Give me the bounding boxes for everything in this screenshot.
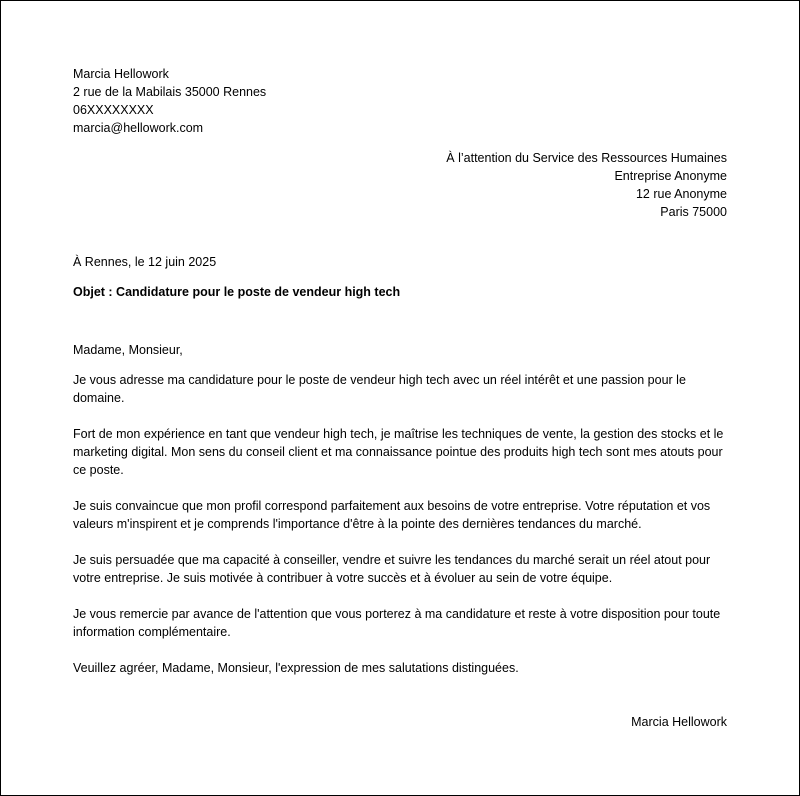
body-paragraph: Je suis convaincue que mon profil correspond parfaitement aux besoins de votre entreprise. Votre réputation et vos valeurs m'inspirent et je comprends l'importance d'être à la pointe des dernières tendances du marché. — [73, 499, 711, 531]
recipient-block — [446, 149, 727, 221]
body-paragraph: Je vous adresse ma candidature pour le poste de vendeur high tech avec un réel intérêt et une passion pour le domaine. — [73, 373, 686, 405]
sender-address: 2 rue de la Mabilais 35000 Rennes — [73, 85, 267, 99]
recipient-attention: À l’attention du Service des Ressources Humaines — [446, 151, 727, 165]
sender-phone: 06XXXXXXXX — [73, 103, 154, 117]
sender-block — [73, 65, 266, 137]
recipient-company: Entreprise Anonyme — [614, 169, 727, 183]
letter-closing: Veuillez agréer, Madame, Monsieur, l'expression de mes salutations distinguées. — [73, 661, 519, 675]
body-paragraph: Je vous remercie par avance de l'attention que vous porterez à ma candidature et reste à votre disposition pour toute information complémentaire. — [73, 607, 721, 639]
sender-name: Marcia Hellowork — [73, 67, 169, 81]
letter-subject: Objet : Candidature pour le poste de vendeur high tech — [73, 285, 401, 299]
body-paragraph: Fort de mon expérience en tant que vendeur high tech, je maîtrise les techniques de vente, la gestion des stocks et le marketing digital. Mon sens du conseil client et ma connaissance pointue des produits high tech sont mes atouts pour ce poste. — [73, 427, 724, 477]
letter-date: À Rennes, le 12 juin 2025 — [73, 255, 217, 269]
recipient-street: 12 rue Anonyme — [635, 187, 727, 201]
recipient-city: Paris 75000 — [660, 205, 727, 219]
letter-salutation: Madame, Monsieur, — [73, 343, 183, 357]
sender-email: marcia@hellowork.com — [73, 121, 204, 135]
body-paragraph: Je suis persuadée que ma capacité à conseiller, vendre et suivre les tendances du marché serait un réel atout pour votre entreprise. Je suis motivée à contribuer à votre succès et à évoluer au sein de votre équipe. — [73, 553, 711, 585]
letter-signature: Marcia Hellowork — [631, 715, 727, 729]
